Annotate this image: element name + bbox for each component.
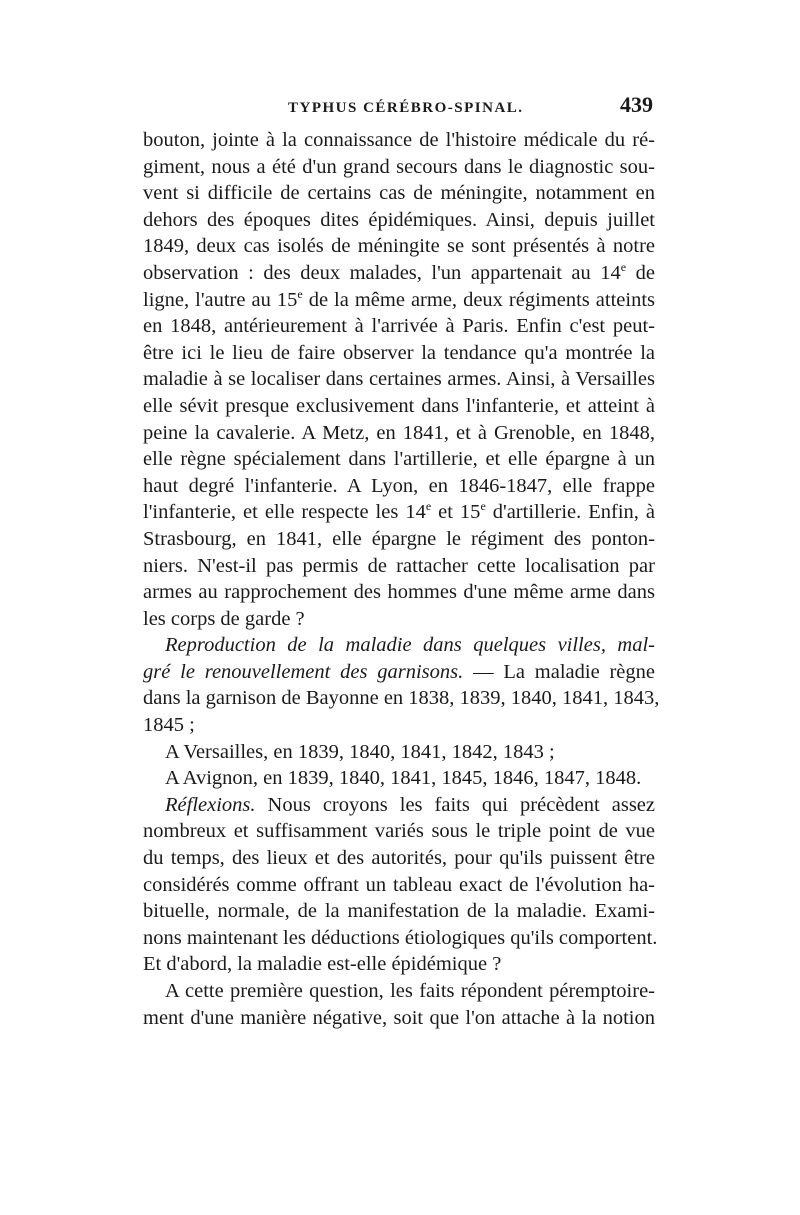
paragraph-localisation [143,127,655,632]
text-line: observation : des deux malades, l'un appartenait au 14e de [143,260,655,284]
text-line: elle règne spécialement dans l'artillerie, et elle épargne à un [143,448,655,471]
text-line: Et d'abord, la maladie est-elle épidémique ? [143,953,502,976]
text-line: l'infanterie, et elle respecte les 14e et 15e d'artillerie. Enfin, à [143,499,656,524]
paragraph-reproduction [143,632,660,738]
paragraph-versailles [143,739,655,766]
text-line: giment, nous a été d'un grand secours dans le diagnostic sou- [143,155,655,178]
text-line: bouton, jointe à la connaissance de l'histoire médicale du ré- [143,129,655,151]
text-line: dans la garnison de Bayonne en 1838, 1839, 1840, 1841, 1843, [143,687,660,710]
text-line [143,632,655,659]
text-line: ment d'une manière négative, soit que l'on attache à la notion [143,1006,655,1029]
text-line: A Avignon, en 1839, 1840, 1841, 1845, 1846, 1847, 1848. [165,767,642,790]
page-number: 439 [620,92,653,117]
text-line: être ici le lieu de faire observer la tendance qu'a montrée la [143,341,655,364]
text-line: elle sévit presque exclusivement dans l'infanterie, et atteint à [143,394,655,417]
page-header [143,92,653,122]
paragraph-question [143,978,655,1031]
text-line: dehors des époques dites épidémiques. Ainsi, depuis juillet [143,208,655,231]
text-line: armes au rapprochement des hommes d'une même arme dans [143,581,655,604]
text-line: nombreux et suffisamment variés sous le triple point de vue [143,820,655,843]
text-line: 1849, deux cas isolés de méningite se sont présentés à notre [143,235,655,258]
text-line: A Versailles, en 1839, 1840, 1841, 1842, 1843 ; [165,740,555,763]
text-line: maladie à se localiser dans certaines armes. Ainsi, à Versailles [143,368,655,391]
text-line: Strasbourg, en 1841, elle épargne le régiment des ponton- [143,527,655,550]
text-line [143,792,655,819]
section-heading-reproduction: Reproduction de la maladie dans quelques villes, mal- [165,634,655,657]
running-title: TYPHUS CÉRÉBRO-SPINAL. [288,100,524,116]
text-line: considérés comme offrant un tableau exact de l'évolution ha- [143,873,655,896]
text-line: nons maintenant les déductions étiologiques qu'ils comportent. [143,926,658,949]
text-line [143,659,655,686]
text-line: A cette première question, les faits répondent péremptoire- [165,980,655,1002]
section-heading-reflexions: Réflexions. [165,793,256,816]
text-line: en 1848, antérieurement à l'arrivée à Paris. Enfin c'est peut- [143,315,655,338]
body-text [143,127,660,1031]
text-line: niers. N'est-il pas permis de rattacher cette localisation par [143,554,655,577]
text-line: du temps, des lieux et des autorités, pour qu'ils puissent être [143,847,655,870]
text-line: 1845 ; [143,714,195,737]
text-line: ligne, l'autre au 15e de la même arme, deux régiments atteints [143,286,655,311]
text-line: peine la cavalerie. A Metz, en 1841, et à Grenoble, en 1848, [143,421,655,444]
paragraph-reflexions [143,792,658,978]
section-heading-reproduction-cont: gré le renouvellement des garnisons. [143,660,464,683]
text-line: vent si difficile de certains cas de méningite, notamment en [143,182,655,205]
text-fragment: Nous croyons les faits qui précèdent assez [255,793,655,816]
paragraph-avignon [143,765,655,792]
text-line: haut degré l'infanterie. A Lyon, en 1846-1847, elle frappe [143,474,655,497]
text-line: les corps de garde ? [143,607,305,630]
text-line: bituelle, normale, de la manifestation de la maladie. Exami- [143,900,655,923]
text-fragment: — La maladie règne [463,660,655,683]
